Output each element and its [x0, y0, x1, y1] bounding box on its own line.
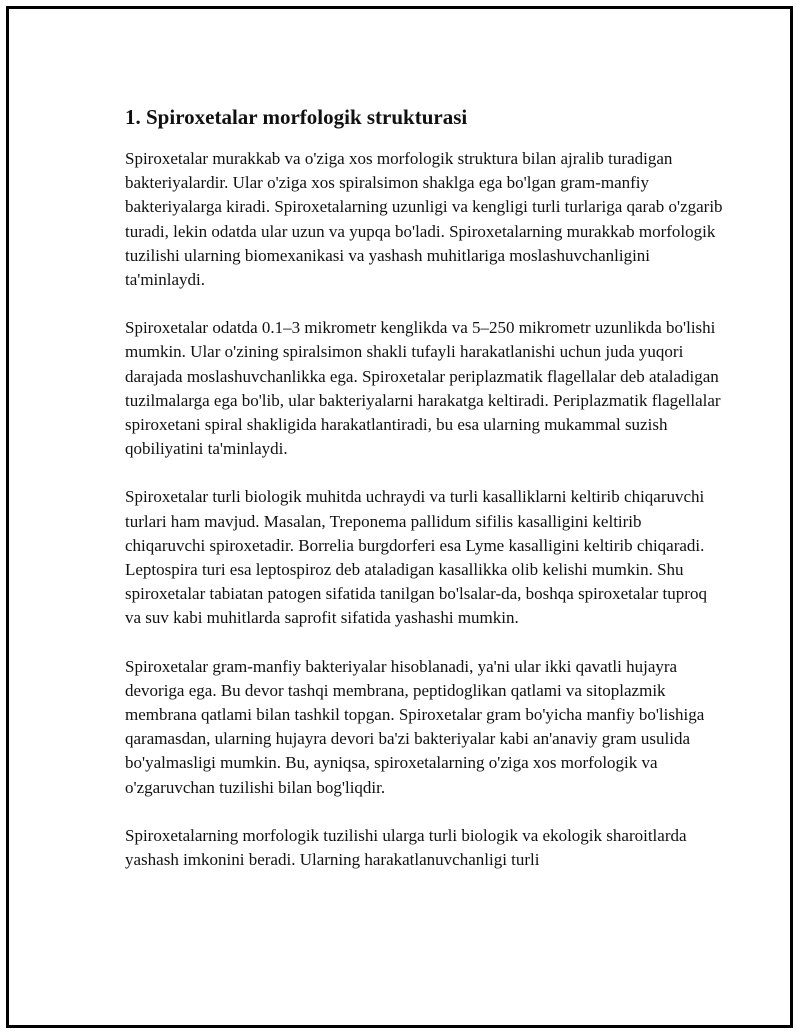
- document-body: [125, 103, 725, 896]
- paragraph-4: Spiroxetalar gram-manfiy bakteriyalar hisoblanadi, ya'ni ular ikki qavatli hujayra devoriga ega. Bu devor tashqi membrana, peptidoglikan qatlami va sitoplazmik membrana qatlami bilan tashkil topgan. Spiroxetalar gram bo'yicha manfiy bo'lishiga qaramasdan, ularning hujayra devori ba'zi bakteriyalar kabi an'anaviy gram usulida bo'yalmasligi mumkin. Bu, ayniqsa, spiroxetalarning o'ziga xos morfologik va o'zgaruvchan tuzilishi bilan bog'liqdir.: [125, 656, 705, 797]
- paragraph-5: Spiroxetalarning morfologik tuzilishi ularga turli biologik va ekologik sharoitlarda yashash imkonini beradi. Ularning harakatlanuvchanligi turli: [125, 825, 687, 870]
- paragraph-2: Spiroxetalar odatda 0.1–3 mikrometr kenglikda va 5–250 mikrometr uzunlikda bo'lishi mumkin. Ular o'zining spiralsimon shakli tufayli harakatlanishi uchun juda yuqori darajada moslashuvchanlikka ega. Spiroxetalar periplazmatik flagellalar deb ataladigan tuzilmalarga ega bo'lib, ular bakteriyalarni harakatga keltiradi. Periplazmatik flagellalar spiroxetani spiral shakligida harakatlantiradi, bu esa ularning mukammal suzish qobiliyatini ta'minlaydi.: [125, 318, 721, 459]
- paragraph-3: Spiroxetalar turli biologik muhitda uchraydi va turli kasalliklarni keltirib chiqaruvchi turlari ham mavjud. Masalan, Treponema pallidum sifilis kasalligini keltirib chiqaruvchi spiroxetadir. Borrelia burgdorferi esa Lyme kasalligini keltirib chiqaradi. Leptospira turi esa leptospiroz deb ataladigan kasallikka olib kelishi mumkin. Shu spiroxetalar tabiatan patogen sifatida tanilgan bo'lsalar-da, boshqa spiroxetalar tuproq va suv kabi muhitlarda saprofit sifatida yashashi mumkin.: [125, 487, 707, 628]
- section-heading: 1. Spiroxetalar morfologik strukturasi: [125, 105, 468, 129]
- page-frame: [6, 6, 793, 1028]
- paragraph-1: Spiroxetalar murakkab va o'ziga xos morfologik struktura bilan ajralib turadigan bakteriyalardir. Ular o'ziga xos spiralsimon shaklga ega bo'lgan gram-manfiy bakteriyalarga kiradi. Spiroxetalarning uzunligi va kengligi turli turlariga qarab o'zgarib turadi, lekin odatda ular uzun va yupqa bo'ladi. Spiroxetalarning murakkab morfologik tuzilishi ularning biomexanikasi va yashash muhitlariga moslashuvchanligini ta'minlaydi.: [125, 149, 723, 290]
